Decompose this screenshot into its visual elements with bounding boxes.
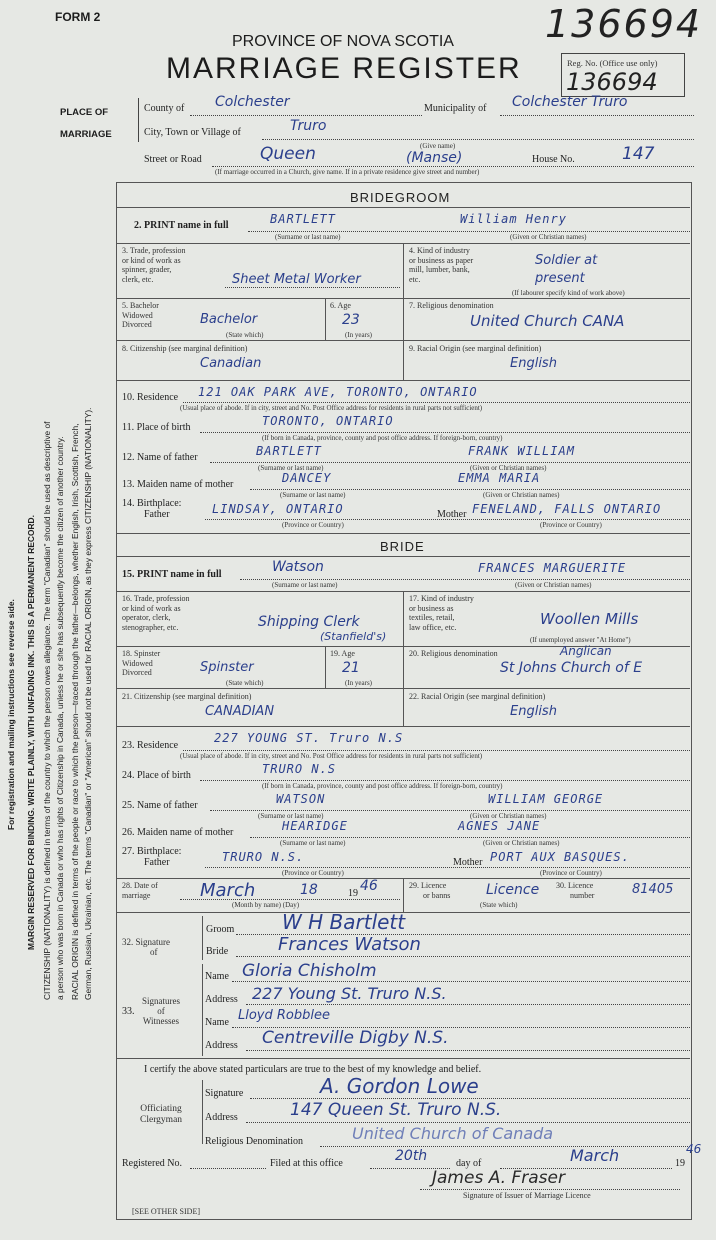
rule-f26: [250, 837, 690, 838]
rule-f2: [248, 231, 690, 232]
rule-f24: [200, 780, 690, 781]
bride-age: 21: [342, 660, 360, 676]
groom-given: William Henry: [460, 212, 567, 226]
f19-label: 19. Age: [330, 649, 355, 658]
f16-l1: 16. Trade, profession: [122, 594, 190, 603]
margin-line-6: German, Russian, Ukrainian, etc. The terms "Canadian" or "American" should not be used for RACIAL ORIGIN, as they express CITIZENSHIP (NATIONALITY).: [83, 407, 93, 1000]
witness-l3: Witnesses: [142, 1016, 180, 1026]
bridegroom-heading: BRIDEGROOM: [350, 190, 451, 205]
bride-heading: BRIDE: [380, 539, 425, 554]
f15-surname-hint: (Surname or last name): [272, 581, 338, 589]
rule-f12: [210, 462, 690, 463]
f10-label: 10. Residence: [122, 392, 179, 403]
groom-citizenship: Canadian: [200, 356, 262, 371]
f6-years-hint: (In years): [345, 331, 373, 339]
f32-label: [122, 937, 170, 957]
f24-label: 24. Place of birth: [122, 770, 191, 781]
clergy-l2: Clergyman: [140, 1115, 183, 1125]
f18-l2: Widowed: [122, 658, 153, 668]
f3-l2: or kind of work as: [122, 255, 181, 265]
f22-label: 22. Racial Origin (see marginal definition): [409, 692, 546, 701]
place-label-line1: PLACE OF: [60, 107, 109, 118]
rule-f13: [250, 489, 690, 490]
sig-bracket: [202, 916, 203, 960]
place-label-line2: MARRIAGE: [60, 129, 112, 140]
f17-l1: 17. Kind of industry: [409, 594, 474, 603]
bride-sig-label: Bride: [206, 946, 229, 957]
groom-birthplace: TORONTO, ONTARIO: [262, 414, 394, 428]
form-title: MARRIAGE REGISTER: [166, 52, 522, 85]
bride-mother-surname: HEARIDGE: [282, 819, 348, 833]
f3-label: [122, 246, 186, 284]
give-name-label: (Give name): [420, 142, 456, 150]
f18-label: [122, 649, 160, 678]
f27-mother-label: Mother: [453, 857, 483, 868]
certify-text: I certify the above stated particulars are true to the best of my knowledge and belief.: [144, 1064, 482, 1075]
rule-bg-top: [116, 207, 690, 208]
rule-f27: [205, 867, 690, 868]
f28-l1: 28. Date of: [122, 881, 158, 890]
filed-year-prefix: 19: [675, 1158, 685, 1169]
f15-label: 15. PRINT name in full: [122, 569, 222, 580]
f4-label: [409, 246, 473, 284]
groom-racial: English: [510, 356, 557, 371]
give-name-value: (Manse): [406, 150, 463, 166]
vline-f8: [403, 340, 404, 380]
f28-hint: (Month by name) (Day): [232, 901, 300, 909]
rule-w1-addr: [246, 1004, 690, 1005]
f2-surname-hint: (Surname or last name): [275, 233, 341, 241]
clergy-signature: A. Gordon Lowe: [320, 1074, 479, 1098]
groom-father-given: FRANK WILLIAM: [468, 444, 575, 458]
vline-f3: [403, 243, 404, 298]
w1-name: Gloria Chisholm: [242, 961, 377, 981]
groom-age: 23: [342, 312, 360, 328]
f3-l4: clerk, etc.: [122, 274, 154, 284]
filed-month: March: [570, 1146, 620, 1165]
rule-f28: [180, 899, 400, 900]
f17-l2: or business as: [409, 603, 454, 613]
f27-prov-hint-2: (Province or Country): [540, 869, 602, 877]
f12-given-hint: (Given or Christian names): [470, 464, 547, 472]
county-value: Colchester: [215, 94, 290, 110]
see-other-side: [SEE OTHER SIDE]: [132, 1207, 200, 1216]
street-value: Queen: [260, 144, 316, 164]
f6-label: 6. Age: [330, 301, 351, 310]
f8-label: 8. Citizenship (see marginal definition): [122, 344, 248, 353]
groom-signature: W H Bartlett: [282, 910, 406, 934]
f3-l1: 3. Trade, profession: [122, 246, 186, 255]
bride-father-surname: WATSON: [276, 792, 326, 806]
f19-years-hint: (In years): [345, 679, 373, 687]
f5-l1: 5. Bachelor: [122, 301, 159, 310]
filed-day: 20th: [395, 1148, 428, 1164]
rule-bride-sig: [236, 956, 690, 957]
f32-l1: 32. Signature: [122, 937, 170, 947]
f13-label: 13. Maiden name of mother: [122, 479, 234, 490]
w2-name: Lloyd Robblee: [238, 1008, 330, 1023]
bride-religion-l1: Anglican: [560, 644, 612, 658]
witness-bracket: [202, 964, 203, 1056]
f16-l2: or kind of work as: [122, 603, 181, 613]
rule-clergy-addr: [246, 1122, 690, 1123]
groom-industry: Soldier at present: [535, 253, 598, 286]
f18-l3: Divorced: [122, 668, 152, 677]
margin-line-5: RACIAL ORIGIN is defined in terms of the people or race to which the person—traced through the father—belongs, whether English, Irish, Scottish, French,: [70, 423, 80, 1000]
street-rule: [212, 166, 694, 167]
city-rule: [262, 139, 694, 140]
f16-l3: operator, clerk,: [122, 613, 171, 622]
vline-f21: [403, 688, 404, 726]
rule-clergy-denom: [320, 1146, 690, 1147]
clergy-sig-label: Signature: [205, 1088, 244, 1099]
f7-label: 7. Religious denomination: [409, 301, 494, 310]
f10-hint: (Usual place of abode. If in city, street and No. Post Office address for residents in rural parts not sufficient): [180, 404, 483, 412]
province-heading: PROVINCE OF NOVA SCOTIA: [232, 33, 454, 50]
f4-hint: (If labourer specify kind of work above): [512, 289, 625, 297]
day-of-label: day of: [456, 1158, 482, 1169]
rule-l: [116, 1058, 690, 1059]
rule-issuer: [420, 1189, 680, 1190]
bride-religion-l2: St Johns Church of E: [500, 660, 643, 676]
municipality-value: Colchester Truro: [512, 94, 628, 110]
f30-l2: number: [570, 891, 595, 900]
f28-label: [122, 881, 158, 901]
groom-religion: United Church CANA: [470, 312, 625, 330]
rule-w1-name: [232, 981, 690, 982]
top-stamp-number: 136694: [545, 2, 703, 46]
rule-f23: [183, 750, 690, 751]
groom-trade: Sheet Metal Worker: [232, 272, 361, 287]
f18-l1: 18. Spinster: [122, 649, 161, 658]
f18-state-hint: (State which): [226, 679, 264, 687]
house-label: House No.: [532, 154, 575, 165]
issuer-signature: James A. Fraser: [432, 1168, 565, 1188]
f27-l1: 27. Birthplace:: [122, 846, 182, 857]
f16-l4: stenographer, etc.: [122, 622, 179, 632]
issuer-label: Signature of Issuer of Marriage Licence: [463, 1191, 591, 1200]
vline-f18: [325, 646, 326, 688]
bride-given: FRANCES MARGUERITE: [478, 561, 627, 575]
groom-residence: 121 OAK PARK AVE, TORONTO, ONTARIO: [198, 385, 478, 399]
vline-f19: [403, 646, 404, 688]
filed-year: 46: [686, 1142, 702, 1156]
f26-surname-hint: (Surname or last name): [280, 839, 346, 847]
f33-label: 33.: [122, 1006, 135, 1017]
f25-given-hint: (Given or Christian names): [470, 812, 547, 820]
f11-label: 11. Place of birth: [122, 422, 191, 433]
county-rule: [190, 115, 422, 116]
marriage-month: March: [200, 880, 256, 901]
w1-addr-label: Address: [205, 994, 238, 1005]
place-note: (If marriage occurred in a Church, give name. If in a private residence give street and number): [215, 168, 480, 176]
margin-line-1: For registration and mailing instructions see reverse side.: [6, 599, 16, 830]
f15-given-hint: (Given or Christian names): [515, 581, 592, 589]
margin-line-2: MARGIN RESERVED FOR BINDING. WRITE PLAINLY, WITH UNFADING INK. THIS IS A PERMANENT RECORD.: [26, 515, 36, 950]
f23-label: 23. Residence: [122, 740, 179, 751]
f30-label: [556, 881, 594, 901]
bride-mother-given: AGNES JANE: [458, 819, 541, 833]
f11-hint: (If born in Canada, province, county and post office address. If foreign-born, country): [262, 434, 503, 442]
f14-prov-hint-2: (Province or Country): [540, 521, 602, 529]
bride-citizenship: CANADIAN: [205, 704, 275, 719]
f12-surname-hint: (Surname or last name): [258, 464, 324, 472]
f5-state-hint: (State which): [226, 331, 264, 339]
w2-addr-label: Address: [205, 1040, 238, 1051]
clergy-denomination: United Church of Canada: [352, 1124, 554, 1143]
w1-address: 227 Young St. Truro N.S.: [252, 984, 447, 1003]
clergy-denom-label: Religious Denomination: [205, 1136, 304, 1147]
bride-racial: English: [510, 704, 557, 719]
rule-f15: [240, 579, 690, 580]
f17-label: [409, 594, 474, 632]
bride-father-birthplace: TRURO N.S.: [222, 850, 305, 864]
f14-l2: Father: [144, 509, 170, 520]
f16-label: [122, 594, 190, 632]
city-label: City, Town or Village of: [144, 127, 241, 138]
groom-mother-birthplace: FENELAND, FALLS ONTARIO: [472, 502, 662, 516]
f26-given-hint: (Given or Christian names): [483, 839, 560, 847]
bride-status: Spinster: [200, 660, 254, 675]
city-value: Truro: [290, 118, 327, 134]
rule-reg-no: [190, 1168, 266, 1169]
f25-label: 25. Name of father: [122, 800, 198, 811]
f29-state-hint: (State which): [480, 901, 518, 909]
f2-label: 2. PRINT name in full: [134, 220, 229, 231]
registered-no-label: Registered No.: [122, 1158, 182, 1169]
f14-label: [122, 498, 181, 520]
bride-father-given: WILLIAM GEORGE: [488, 792, 604, 806]
place-label: [60, 102, 112, 146]
bride-industry: Woollen Mills: [540, 610, 639, 628]
f25-surname-hint: (Surname or last name): [258, 812, 324, 820]
f26-label: 26. Maiden name of mother: [122, 827, 234, 838]
clergy-label: [140, 1104, 182, 1126]
place-bracket: [138, 98, 139, 142]
f2-given-hint: (Given or Christian names): [510, 233, 587, 241]
f4-l4: etc.: [409, 274, 421, 284]
f4-l2: or business as paper: [409, 255, 474, 265]
f4-l3: mill, lumber, bank,: [409, 265, 470, 274]
groom-father-surname: BARTLETT: [256, 444, 322, 458]
licence-type: Licence: [486, 882, 540, 898]
rule-f25: [210, 810, 690, 811]
bride-residence: 227 YOUNG ST. Truro N.S: [214, 731, 404, 745]
margin-line-3: CITIZENSHIP (NATIONALITY) is defined in terms of the country to which the person owes allegiance. The term "Canadian" should be used as descriptive of: [42, 421, 52, 1000]
filed-label: Filed at this office: [270, 1158, 343, 1169]
rule-f10: [183, 402, 690, 403]
rule-bride-top: [116, 556, 690, 557]
f21-label: 21. Citizenship (see marginal definition): [122, 692, 252, 701]
rule-f3: [225, 287, 400, 288]
groom-mother-given: EMMA MARIA: [458, 471, 541, 485]
f3-l3: spinner, grader,: [122, 265, 172, 274]
f5-l2: Widowed: [122, 310, 153, 320]
vline-f16: [403, 591, 404, 646]
groom-sig-label: Groom: [206, 924, 235, 935]
marriage-year: 46: [360, 878, 378, 894]
vline-f5: [325, 298, 326, 340]
witness-l2: of: [157, 1006, 165, 1016]
groom-surname: BARTLETT: [270, 212, 336, 226]
f5-l3: Divorced: [122, 320, 152, 329]
reg-no-box: [561, 53, 685, 97]
vline-f6: [403, 298, 404, 340]
groom-mother-surname: DANCEY: [282, 471, 332, 485]
house-value: 147: [622, 144, 655, 164]
f12-label: 12. Name of father: [122, 452, 198, 463]
street-label: Street or Road: [144, 154, 202, 165]
f27-prov-hint-1: (Province or Country): [282, 869, 344, 877]
f27-l2: Father: [144, 857, 170, 868]
marriage-year-prefix: 19: [348, 888, 358, 899]
f32-l2: of: [150, 947, 158, 957]
rule-w2-addr: [246, 1050, 690, 1051]
groom-status: Bachelor: [200, 312, 258, 327]
f24-hint: (If born in Canada, province, county and post office address. If foreign-born, country): [262, 782, 503, 790]
f20-label: 20. Religious denomination: [409, 649, 498, 658]
bride-trade: Shipping Clerk: [258, 614, 360, 630]
municipality-label: Municipality of: [424, 103, 487, 114]
vline-f28: [403, 878, 404, 912]
f14-prov-hint-1: (Province or Country): [282, 521, 344, 529]
reg-no-label: Reg. No. (Office use only): [567, 58, 658, 68]
form-number: FORM 2: [55, 10, 101, 24]
f30-l1: 30. Licence: [556, 881, 594, 890]
clergy-addr-label: Address: [205, 1112, 238, 1123]
rule-f14: [205, 519, 690, 520]
witness-l1: Signatures: [142, 996, 180, 1006]
rule-e: [116, 533, 690, 534]
f28-l2: marriage: [122, 891, 151, 900]
f23-hint: (Usual place of abode. If in city, street and No. Post Office address for residents in rural parts not sufficient): [180, 752, 483, 760]
witnesses-label: [142, 996, 180, 1026]
bride-mother-birthplace: PORT AUX BASQUES.: [490, 850, 630, 864]
municipality-rule: [500, 115, 694, 116]
bride-trade-note: (Stanfield's): [320, 630, 387, 643]
clergy-bracket: [202, 1080, 203, 1144]
rule-i: [116, 726, 690, 727]
clergy-l1: Officiating: [140, 1104, 182, 1114]
f29-l1: 29. Licence: [409, 881, 447, 890]
margin-line-4: a person who was born in Canada or who has rights of Citizenship in Canada, unless he or she has subsequently become the citizen of another country.: [55, 436, 65, 1000]
f29-label: [409, 881, 450, 901]
f29-l2: or banns: [423, 891, 451, 900]
marriage-day: 18: [300, 882, 318, 898]
f9-label: 9. Racial Origin (see marginal definition): [409, 344, 542, 353]
f13-given-hint: (Given or Christian names): [483, 491, 560, 499]
bride-signature: Frances Watson: [278, 934, 421, 955]
bride-surname: Watson: [272, 559, 324, 575]
f13-surname-hint: (Surname or last name): [280, 491, 346, 499]
f14-l1: 14. Birthplace:: [122, 498, 182, 509]
clergy-address: 147 Queen St. Truro N.S.: [290, 1100, 502, 1120]
f27-label: [122, 846, 181, 868]
county-label: County of: [144, 103, 185, 114]
f17-l3: textiles, retail,: [409, 613, 455, 622]
licence-number: 81405: [632, 882, 674, 897]
w2-name-label: Name: [205, 1017, 229, 1028]
f14-mother-label: Mother: [437, 509, 467, 520]
f17-l4: law office, etc.: [409, 622, 457, 632]
rule-clergy-sig: [250, 1098, 690, 1099]
f4-l1: 4. Kind of industry: [409, 246, 470, 255]
rule-f11: [200, 432, 690, 433]
f17-hint: (If unemployed answer "At Home"): [530, 636, 631, 644]
bride-birthplace: TRURO N.S: [262, 762, 337, 776]
groom-father-birthplace: LINDSAY, ONTARIO: [212, 502, 344, 516]
w2-address: Centreville Digby N.S.: [262, 1028, 449, 1048]
w1-name-label: Name: [205, 971, 229, 982]
f5-label: [122, 301, 159, 330]
reg-no-value: 136694: [566, 68, 658, 96]
rule-d: [116, 380, 690, 381]
